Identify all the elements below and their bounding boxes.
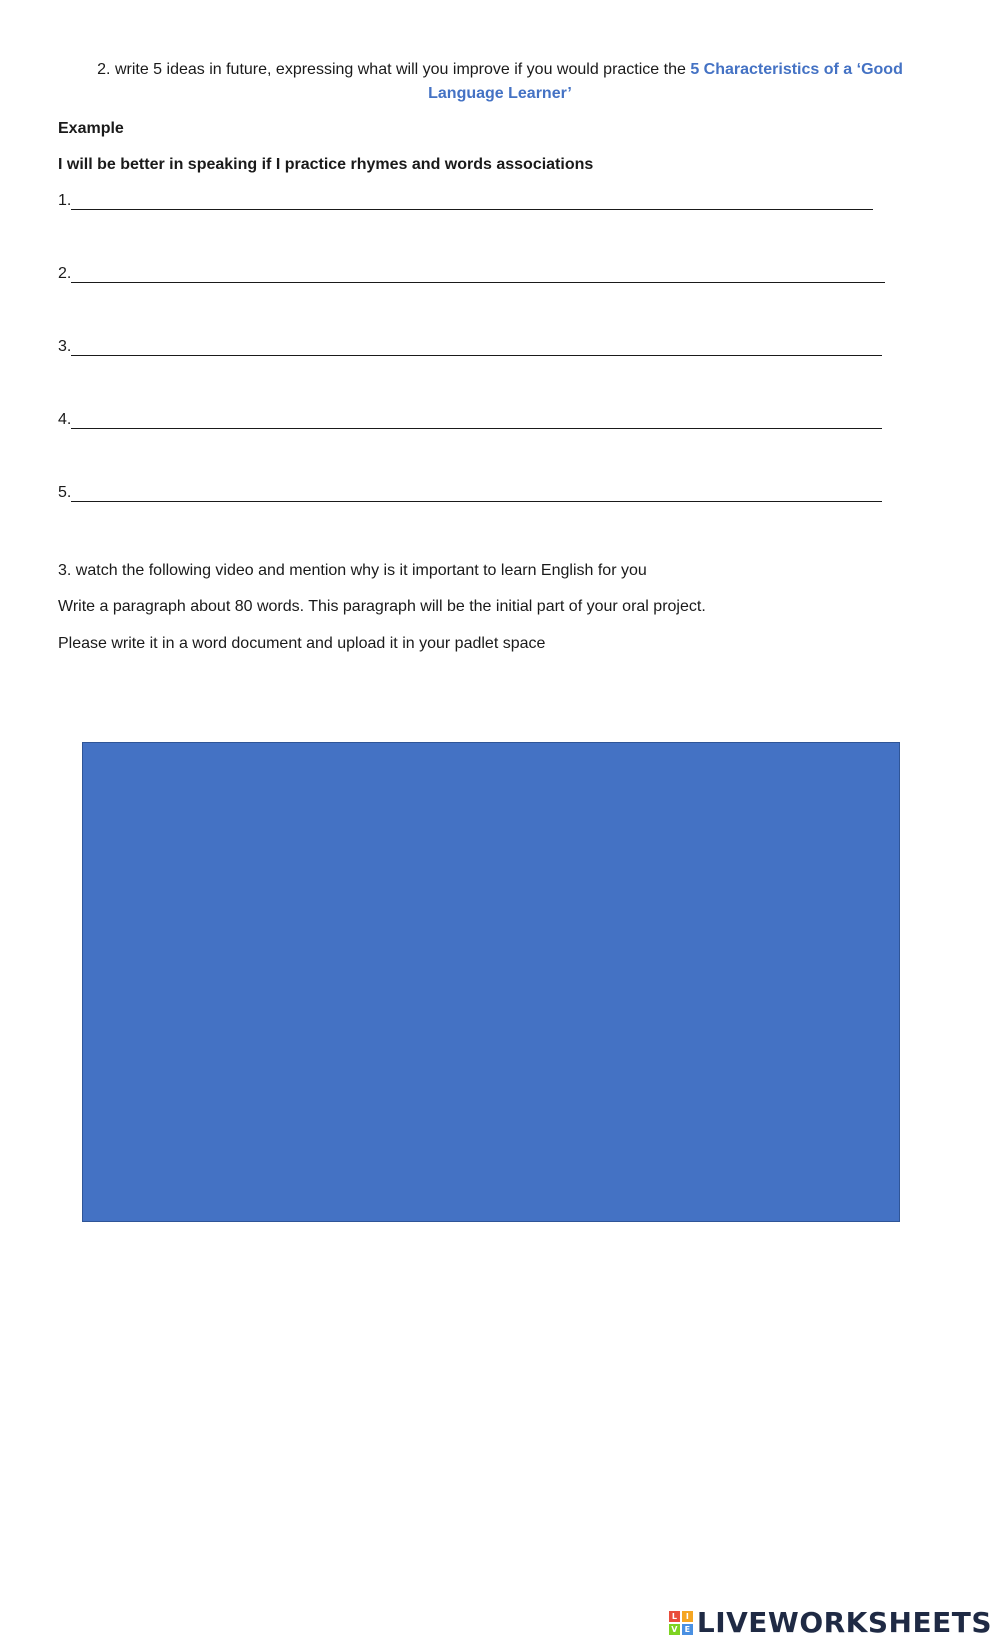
logo-brand-text: LIVEWORKSHEETS [696, 1606, 992, 1639]
question-2-text [58, 58, 942, 82]
answer-number: 5. [58, 484, 72, 501]
answer-line-5[interactable] [58, 482, 882, 504]
example-heading: Example [58, 120, 124, 137]
logo-letter: I [682, 1611, 693, 1622]
liveworksheets-logo [669, 1607, 992, 1639]
answer-number: 2. [58, 265, 72, 282]
answer-blank[interactable] [71, 337, 882, 356]
answer-blank[interactable] [71, 483, 882, 502]
answer-number: 4. [58, 411, 72, 428]
answer-line-2[interactable] [58, 263, 885, 285]
logo-letter: V [669, 1624, 680, 1635]
example-sentence: I will be better in speaking if I practice rhymes and words associations [58, 156, 594, 173]
logo-letter: L [669, 1611, 680, 1622]
question-2-text-continued [58, 82, 942, 106]
question-2-highlight-1: 5 Characteristics of a ‘Good [690, 61, 903, 78]
question-3-upload-note: Please write it in a word document and upload it in your padlet space [58, 635, 546, 652]
logo-letter: E [682, 1624, 693, 1635]
video-embed[interactable] [82, 742, 900, 1222]
answer-blank[interactable] [71, 191, 873, 210]
answer-line-3[interactable] [58, 336, 882, 358]
logo-icon [669, 1611, 693, 1635]
answer-blank[interactable] [71, 410, 882, 429]
answer-line-1[interactable] [58, 190, 873, 212]
answer-blank[interactable] [71, 264, 885, 283]
answer-number: 1. [58, 192, 72, 209]
answer-line-4[interactable] [58, 409, 882, 431]
question-3-instruction: Write a paragraph about 80 words. This paragraph will be the initial part of your oral project. [58, 598, 706, 615]
question-3-text: 3. watch the following video and mention why is it important to learn English for you [58, 562, 647, 579]
answer-number: 3. [58, 338, 72, 355]
question-2-instruction: 2. write 5 ideas in future, expressing what will you improve if you would practice the [97, 61, 691, 78]
question-2-highlight-2: Language Learner’ [428, 85, 572, 102]
